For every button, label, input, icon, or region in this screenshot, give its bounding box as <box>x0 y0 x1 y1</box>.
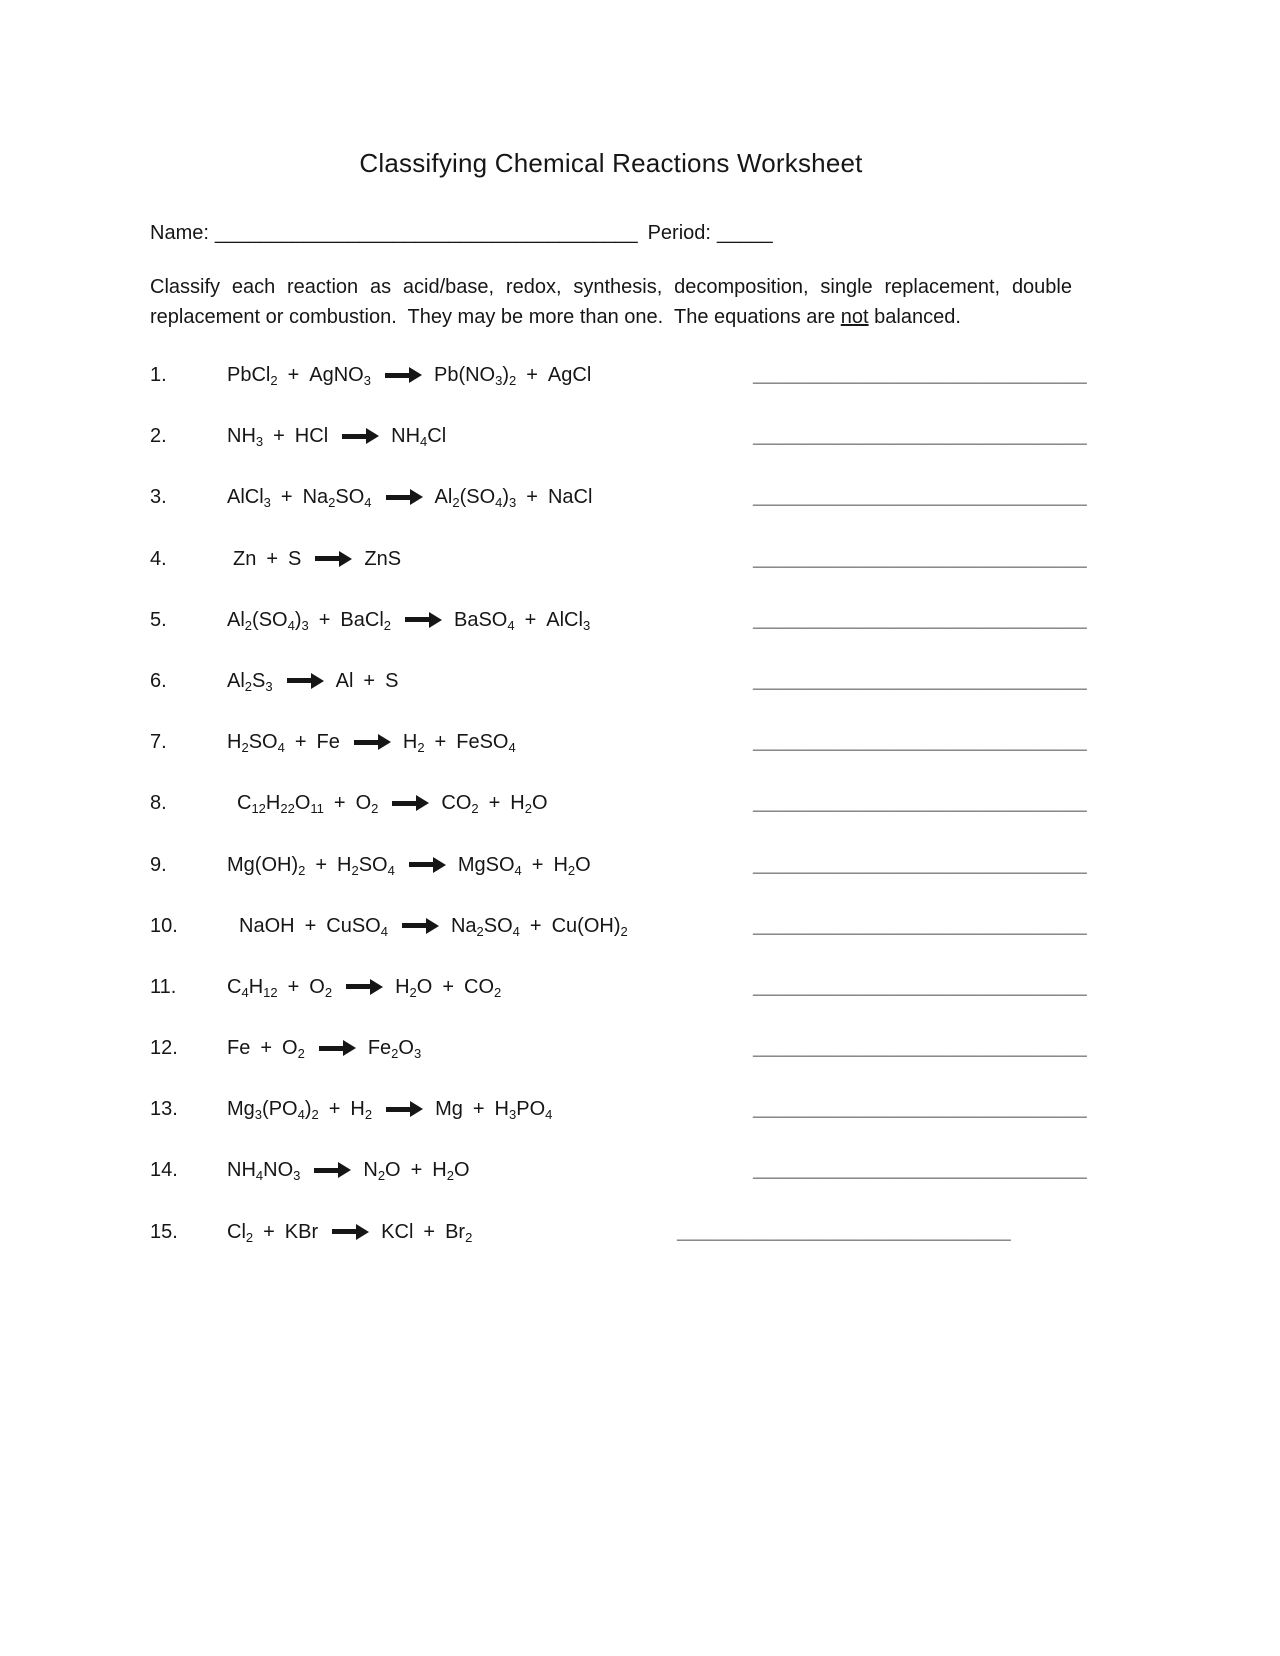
answer-blank: ______________________________ <box>677 1220 1011 1243</box>
reaction-equation <box>227 609 590 632</box>
right-arrow-icon <box>342 428 379 444</box>
products: $Fe_2O_3$ <box>367 1037 422 1062</box>
reaction-row <box>150 782 1087 843</box>
products: $Al_2(SO_4)_3$ + NaCl <box>434 486 593 511</box>
reaction-number: 10. <box>150 914 178 937</box>
answer-blank: ______________________________ <box>753 608 1087 631</box>
products: $H_2O$ + $CO_2$ <box>395 975 502 1000</box>
instructions-paragraph <box>150 272 1078 332</box>
reaction-equation <box>227 548 401 571</box>
reaction-equation <box>227 486 592 509</box>
reaction-row <box>150 1149 1087 1210</box>
reactants: $Al_2(SO_4)_3$ + BaCl$_2$ <box>227 608 391 633</box>
reactants: $Cl_2$ + KBr <box>227 1220 319 1245</box>
products: MgSO$_4$ + $H_2O$ <box>457 853 591 878</box>
reaction-row <box>150 538 1087 599</box>
reactants: $Mg(OH)_2$ + $H_2SO_4$ <box>227 853 395 878</box>
name-label: Name: <box>150 222 209 244</box>
products: $N_2O$ + $H_2O$ <box>363 1159 470 1184</box>
right-arrow-icon <box>392 795 429 811</box>
reaction-equation <box>227 1159 470 1182</box>
answer-blank: ______________________________ <box>753 853 1087 876</box>
reactants: Fe + $O_2$ <box>227 1037 305 1062</box>
reactants: AlCl$_3$ + $Na_2SO_4$ <box>227 486 372 511</box>
reaction-number: 12. <box>150 1037 178 1060</box>
reaction-equation <box>227 915 628 938</box>
reaction-number: 6. <box>150 669 167 692</box>
reaction-equation <box>227 1221 472 1244</box>
right-arrow-icon <box>354 734 391 750</box>
right-arrow-icon <box>405 612 442 628</box>
reactants: $C_4H_{12}$ + $O_2$ <box>227 975 333 1000</box>
reaction-row <box>150 1211 1072 1272</box>
products: ZnS <box>364 547 402 570</box>
reaction-equation <box>227 976 501 999</box>
instructions-text-1: Classify each reaction as acid/base, redox, synthesis, decomposition, single replacement, double replacement or combustion. They may be more than one. The equations are <box>150 276 1078 328</box>
products: $NH_4Cl$ <box>391 425 447 450</box>
reaction-equation <box>227 792 548 815</box>
products: $CO_2$ + $H_2O$ <box>441 792 548 817</box>
answer-blank: ______________________________ <box>753 669 1087 692</box>
reaction-number: 3. <box>150 486 167 509</box>
reaction-list <box>150 354 1087 1272</box>
reaction-number: 8. <box>150 792 167 815</box>
reaction-number: 4. <box>150 547 167 570</box>
reaction-equation <box>227 854 591 877</box>
reactants: PbCl$_2$ + AgNO$_3$ <box>227 364 371 388</box>
reaction-number: 1. <box>150 364 167 386</box>
reactants: $NH_4NO_3$ <box>227 1159 301 1184</box>
reaction-number: 11. <box>150 975 177 998</box>
answer-blank: ______________________________ <box>753 1098 1087 1121</box>
right-arrow-icon <box>287 673 324 689</box>
answer-blank: ______________________________ <box>753 975 1087 998</box>
right-arrow-icon <box>385 367 422 383</box>
right-arrow-icon <box>314 1162 351 1178</box>
reactants: $Mg_3(PO_4)_2$ + $H_2$ <box>227 1098 373 1123</box>
reaction-number: 13. <box>150 1098 178 1121</box>
not-underlined-word: not <box>840 306 869 328</box>
period-label: Period: <box>647 222 711 244</box>
products: Mg + $H_3PO_4$ <box>435 1098 553 1123</box>
name-period-line <box>150 222 1072 245</box>
instructions-text-2: balanced. <box>868 306 961 328</box>
reaction-equation <box>227 670 398 693</box>
answer-blank: ______________________________ <box>753 547 1087 570</box>
right-arrow-icon <box>409 857 446 873</box>
reaction-row <box>150 599 1087 660</box>
name-blank: ______________________________________ <box>214 222 638 244</box>
reaction-number: 9. <box>150 853 167 876</box>
reaction-row <box>150 476 1087 537</box>
right-arrow-icon <box>332 1224 369 1240</box>
products: KCl + $Br_2$ <box>381 1220 473 1245</box>
reaction-number: 5. <box>150 608 167 631</box>
reactants: $C_{12}H_{22}O_{11}$ + $O_2$ <box>237 792 379 817</box>
answer-blank: ______________________________ <box>753 364 1087 386</box>
reaction-number: 14. <box>150 1159 178 1182</box>
products: $H_2$ + FeSO$_4$ <box>402 731 516 756</box>
right-arrow-icon <box>346 979 383 995</box>
reaction-row <box>150 660 1087 721</box>
reaction-number: 2. <box>150 425 167 448</box>
reaction-row <box>150 905 1087 966</box>
right-arrow-icon <box>315 551 352 567</box>
products: BaSO$_4$ + AlCl$_3$ <box>454 608 591 633</box>
right-arrow-icon <box>386 1101 423 1117</box>
answer-blank: ______________________________ <box>753 914 1087 937</box>
reactants: Zn + S <box>233 547 302 570</box>
reactants: NaOH + CuSO$_4$ <box>239 914 388 939</box>
answer-blank: ______________________________ <box>753 792 1087 815</box>
right-arrow-icon <box>402 918 439 934</box>
products: $Pb(NO_3)_2$ + AgCl <box>433 364 592 388</box>
reaction-equation <box>227 425 446 448</box>
reactants: $H_2SO_4$ + Fe <box>227 731 340 756</box>
reaction-equation <box>227 1037 421 1060</box>
reaction-equation <box>227 1098 552 1121</box>
reaction-number: 7. <box>150 731 167 754</box>
reaction-row <box>150 1088 1087 1149</box>
products: $Na_2SO_4$ + $Cu(OH)_2$ <box>450 914 628 939</box>
answer-blank: ______________________________ <box>753 425 1087 448</box>
right-arrow-icon <box>319 1040 356 1056</box>
right-arrow-icon <box>386 489 423 505</box>
reaction-row <box>150 844 1087 905</box>
reactants: $Al_2S_3$ <box>227 669 273 694</box>
reaction-row <box>150 354 1087 415</box>
reaction-row <box>150 1027 1087 1088</box>
reaction-row <box>150 721 1087 782</box>
answer-blank: ______________________________ <box>753 731 1087 754</box>
reactants: $NH_3$ + HCl <box>227 425 329 450</box>
period-blank: _____ <box>716 222 773 244</box>
reaction-equation <box>227 364 591 387</box>
answer-blank: ______________________________ <box>753 486 1087 509</box>
page-title: Classifying Chemical Reactions Worksheet <box>359 148 863 178</box>
reaction-number: 15. <box>150 1220 178 1243</box>
answer-blank: ______________________________ <box>753 1159 1087 1182</box>
reaction-row <box>150 415 1087 476</box>
answer-blank: ______________________________ <box>753 1037 1087 1060</box>
products: Al + S <box>335 669 399 692</box>
reaction-row <box>150 966 1087 1027</box>
reaction-equation <box>227 731 516 754</box>
